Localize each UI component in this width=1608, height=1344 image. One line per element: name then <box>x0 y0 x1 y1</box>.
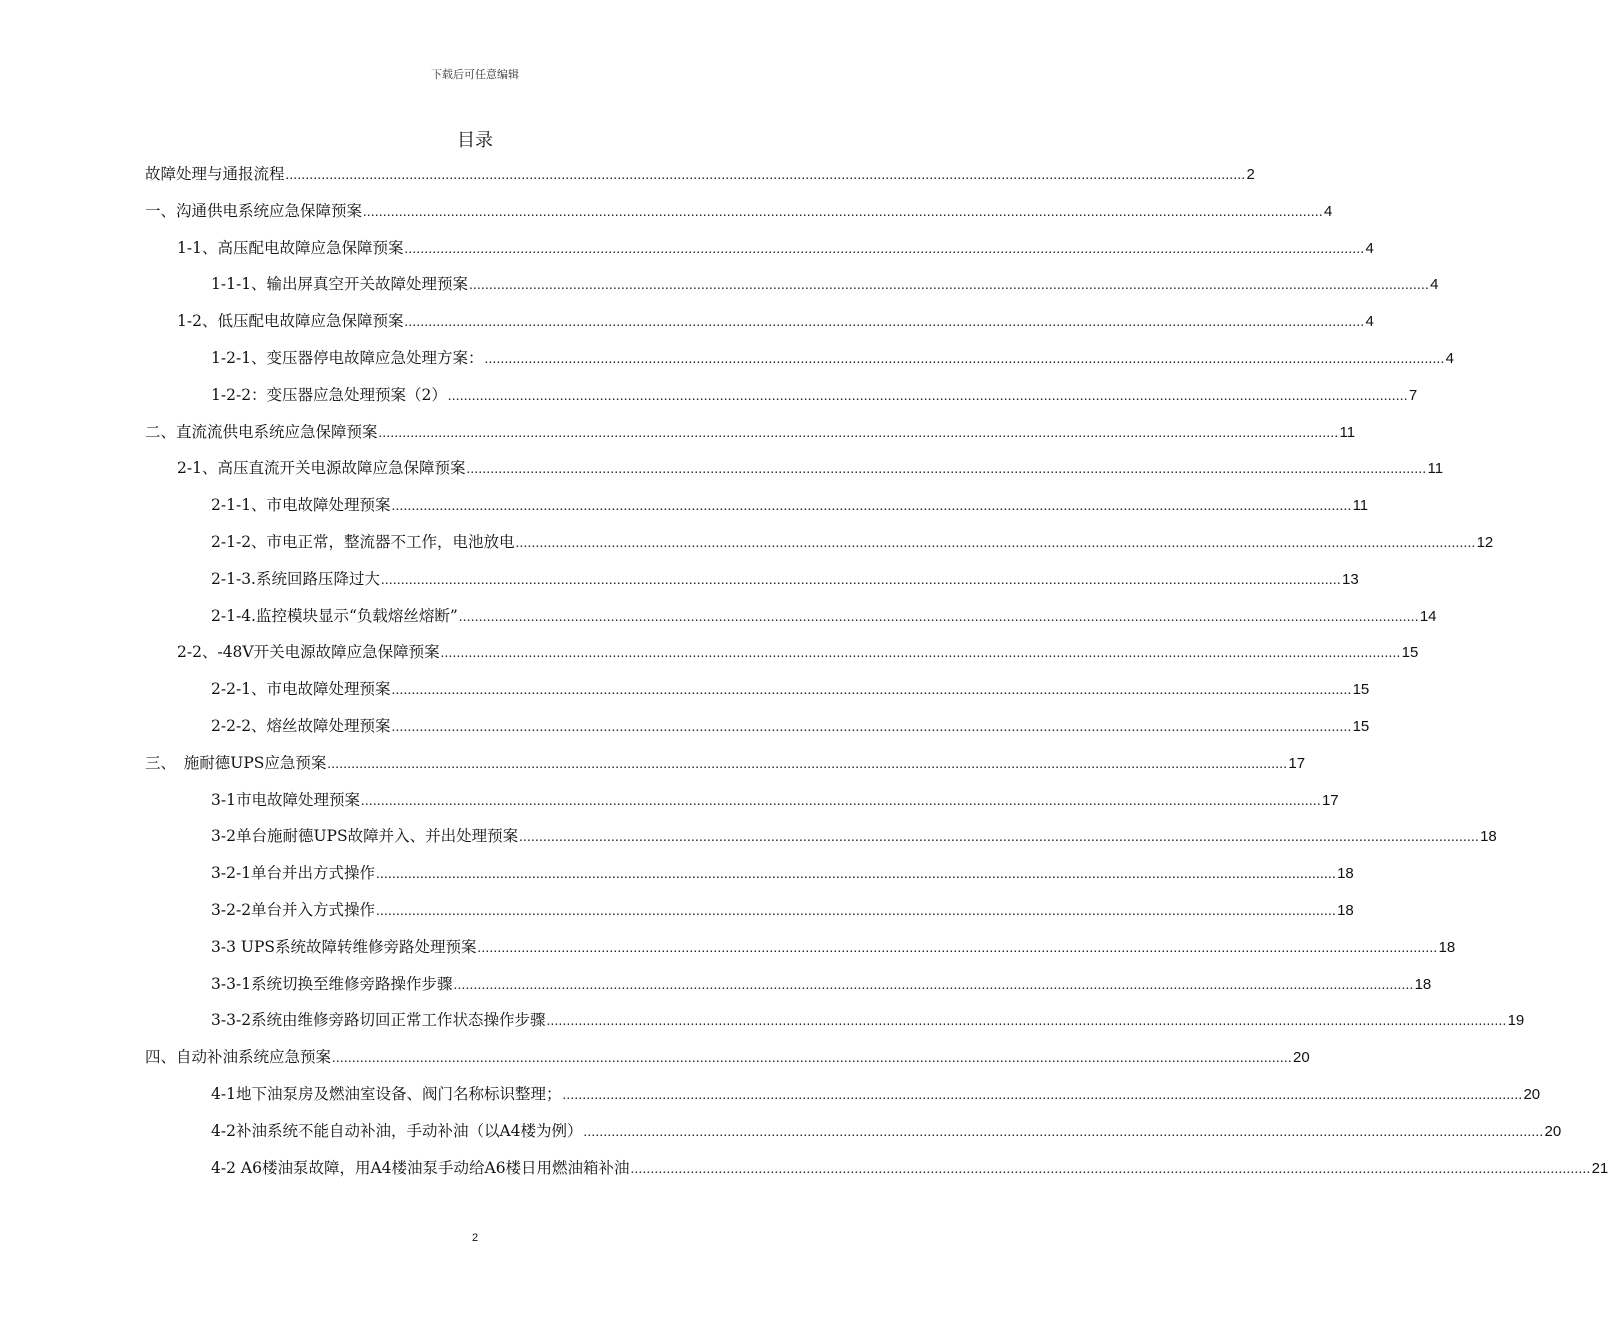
toc-leader-dots <box>404 303 1364 342</box>
toc-entry-text: 二、直流流供电系统应急保障预案 <box>145 422 378 441</box>
toc-entry-page: 15 <box>1352 681 1370 699</box>
table-of-contents <box>145 156 1608 1186</box>
toc-entry-text: 4-1地下油泵房及燃油室设备、阀门名称标识整理； <box>211 1084 562 1103</box>
toc-entry-text: 3-2-2单台并入方式操作 <box>211 900 376 919</box>
toc-leader-dots <box>547 1002 1507 1041</box>
toc-entry-text: 2-1-4.监控模块显示“负载熔丝熔断” <box>211 606 458 625</box>
toc-entry-page: 14 <box>1419 607 1437 625</box>
toc-leader-dots <box>404 230 1364 269</box>
toc-leader-dots <box>327 745 1287 784</box>
toc-entry-page: 13 <box>1342 570 1359 588</box>
toc-entry[interactable] <box>145 818 1497 855</box>
toc-entry[interactable] <box>145 671 1370 708</box>
toc-entry[interactable] <box>145 1002 1525 1039</box>
toc-entry-page: 18 <box>1337 865 1354 883</box>
page-number: 2 <box>471 1232 479 1244</box>
toc-leader-dots <box>562 1076 1522 1115</box>
toc-leader-dots <box>392 708 1352 747</box>
toc-entry-page: 20 <box>1293 1049 1310 1067</box>
toc-entry-text: 2-1-1、市电故障处理预案 <box>211 496 391 515</box>
toc-entry-text: 3-1市电故障处理预案 <box>211 790 360 809</box>
toc-entry[interactable] <box>145 892 1354 929</box>
toc-entry-page: 4 <box>1365 313 1374 331</box>
toc-leader-dots <box>363 193 1323 232</box>
toc-entry-page: 15 <box>1352 717 1370 735</box>
toc-entry-text: 1-2、低压配电故障应急保障预案 <box>177 312 404 331</box>
toc-entry-page: 11 <box>1339 423 1356 441</box>
toc-leader-dots <box>454 966 1414 1005</box>
toc-entry-page: 2 <box>1246 166 1255 183</box>
toc-leader-dots <box>466 450 1426 489</box>
toc-leader-dots <box>381 561 1341 600</box>
toc-leader-dots <box>286 156 1246 195</box>
toc-entry-page: 18 <box>1480 828 1497 846</box>
toc-entry[interactable] <box>145 340 1454 377</box>
toc-leader-dots <box>478 929 1438 968</box>
toc-title: 目录 <box>457 130 493 151</box>
toc-entry-page: 21 <box>1591 1159 1608 1177</box>
toc-entry[interactable] <box>145 598 1437 635</box>
toc-leader-dots <box>392 487 1352 526</box>
toc-entry[interactable] <box>145 855 1354 892</box>
toc-entry-page: 17 <box>1321 791 1339 809</box>
toc-leader-dots <box>441 634 1401 673</box>
toc-leader-dots <box>392 671 1352 710</box>
toc-entry-text: 故障处理与通报流程 <box>145 165 285 183</box>
toc-entry-text: 3-2单台施耐德UPS故障并入、并出处理预案 <box>211 827 519 846</box>
toc-entry-page: 20 <box>1523 1085 1541 1103</box>
toc-entry[interactable] <box>145 230 1374 267</box>
toc-entry-page: 17 <box>1288 754 1306 772</box>
toc-entry[interactable] <box>145 414 1356 451</box>
toc-entry-text: 3-3-1系统切换至维修旁路操作步骤 <box>211 974 453 993</box>
toc-entry-page: 18 <box>1414 975 1432 993</box>
toc-entry-text: 3-3-2系统由维修旁路切回正常工作状态操作步骤 <box>211 1011 546 1030</box>
toc-entry-text: 4-2 A6楼油泵故障，用A4楼油泵手动给A6楼日用燃油箱补油 <box>211 1158 630 1177</box>
toc-leader-dots <box>448 377 1408 416</box>
toc-leader-dots <box>485 340 1445 379</box>
toc-entry-page: 4 <box>1430 276 1439 294</box>
toc-entry[interactable] <box>145 1150 1608 1187</box>
toc-entry-text: 4-2补油系统不能自动补油，手动补油（以A4楼为例） <box>211 1121 583 1140</box>
toc-entry-page: 19 <box>1507 1012 1525 1030</box>
toc-leader-dots <box>516 524 1476 563</box>
toc-entry[interactable] <box>145 193 1333 230</box>
toc-leader-dots <box>379 414 1339 453</box>
toc-entry-page: 11 <box>1352 497 1369 515</box>
toc-entry-page: 20 <box>1544 1122 1562 1140</box>
toc-entry-text: 三、 施耐德UPS应急预案 <box>145 753 327 772</box>
toc-entry[interactable] <box>145 303 1374 340</box>
toc-entry-page: 18 <box>1438 938 1456 956</box>
toc-entry[interactable] <box>145 782 1339 819</box>
toc-entry-text: 四、自动补油系统应急预案 <box>145 1048 332 1067</box>
toc-entry-page: 18 <box>1337 901 1354 919</box>
toc-entry[interactable] <box>145 524 1494 561</box>
toc-entry[interactable] <box>145 487 1369 524</box>
toc-entry[interactable] <box>145 377 1418 414</box>
toc-leader-dots <box>469 266 1429 305</box>
toc-entry[interactable] <box>145 561 1359 598</box>
toc-entry-text: 2-1-3.系统回路压降过大 <box>211 569 380 588</box>
toc-entry-text: 3-2-1单台并出方式操作 <box>211 864 376 883</box>
toc-leader-dots <box>584 1113 1544 1152</box>
toc-entry-text: 1-1-1、输出屏真空开关故障处理预案 <box>211 275 469 294</box>
toc-entry[interactable] <box>145 450 1444 487</box>
toc-entry-text: 2-1-2、市电正常，整流器不工作，电池放电 <box>211 532 515 551</box>
toc-entry-page: 12 <box>1476 533 1494 551</box>
toc-leader-dots <box>519 818 1479 857</box>
toc-entry[interactable] <box>145 634 1419 671</box>
toc-leader-dots <box>376 855 1336 894</box>
toc-entry-text: 2-2、-48V开关电源故障应急保障预案 <box>177 643 440 662</box>
toc-entry[interactable] <box>145 1039 1310 1076</box>
toc-entry-text: 2-2-2、熔丝故障处理预案 <box>211 716 391 735</box>
toc-entry[interactable] <box>145 966 1432 1003</box>
toc-entry[interactable] <box>145 745 1306 782</box>
toc-entry-page: 4 <box>1324 202 1333 220</box>
toc-entry-text: 2-2-1、市电故障处理预案 <box>211 680 391 699</box>
toc-leader-dots <box>332 1039 1292 1078</box>
toc-entry-text: 2-1、高压直流开关电源故障应急保障预案 <box>177 459 466 478</box>
toc-entry[interactable] <box>145 1113 1562 1150</box>
toc-entry-page: 15 <box>1401 644 1419 662</box>
toc-entry-text: 1-2-2：变压器应急处理预案（2） <box>211 385 447 404</box>
toc-entry-text: 3-3 UPS系统故障转维修旁路处理预案 <box>211 937 477 956</box>
toc-entry[interactable] <box>145 156 1255 193</box>
toc-entry[interactable] <box>145 708 1370 745</box>
toc-entry-text: 1-2-1、变压器停电故障应急处理方案： <box>211 348 484 367</box>
toc-entry[interactable] <box>145 1076 1541 1113</box>
toc-entry-page: 11 <box>1427 460 1444 478</box>
toc-entry-page: 4 <box>1445 349 1454 367</box>
toc-entry-page: 7 <box>1408 386 1418 404</box>
toc-entry[interactable] <box>145 266 1439 303</box>
toc-entry[interactable] <box>145 929 1456 966</box>
toc-leader-dots <box>459 598 1419 637</box>
toc-leader-dots <box>376 892 1336 931</box>
toc-entry-text: 一、沟通供电系统应急保障预案 <box>145 201 363 220</box>
toc-leader-dots <box>631 1150 1591 1189</box>
toc-entry-page: 4 <box>1365 239 1374 257</box>
toc-entry-text: 1-1、高压配电故障应急保障预案 <box>177 238 404 257</box>
toc-leader-dots <box>361 782 1321 821</box>
page-header: 下载后可任意编辑 <box>431 68 519 81</box>
